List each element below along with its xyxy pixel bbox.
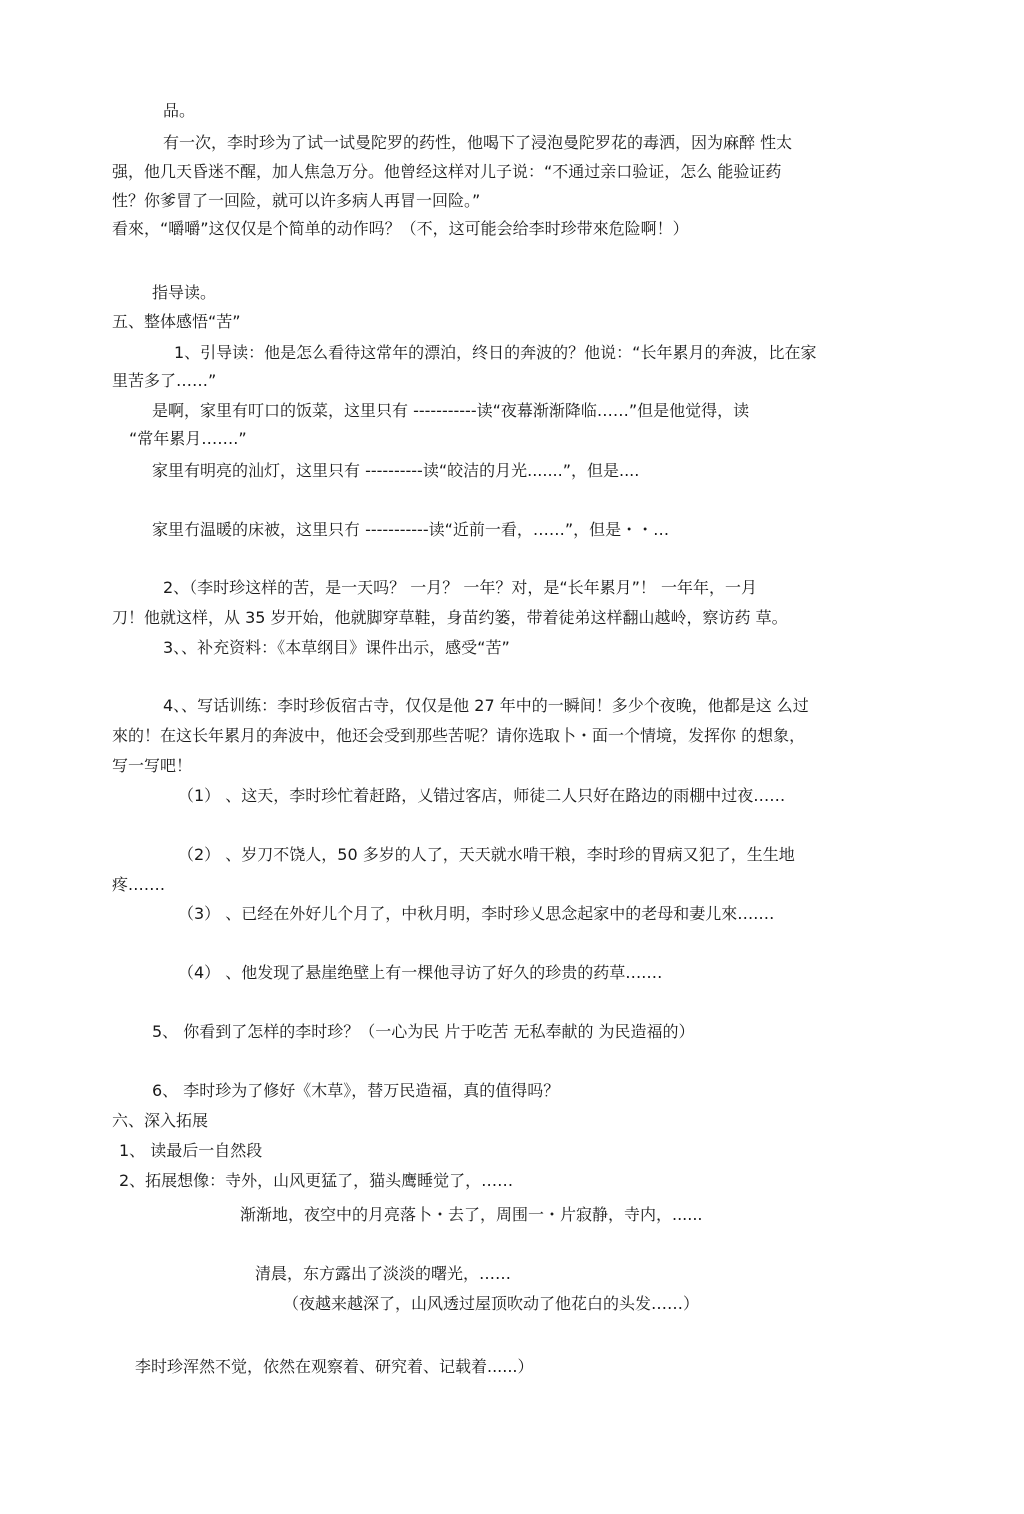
text-line: 2、拓展想像：寺外，山风更猛了，猫头鹰睡觉了，…… <box>119 1171 514 1190</box>
text-line: 品。 <box>163 101 196 120</box>
text-line: 强，他几天昏迷不醒，加人焦急万分。他曾经这样对儿子说：“不通过亲口验证，怎么 能验证药 <box>112 162 782 181</box>
text-line: 6、 李时珍为了修好《木草》，替万民造福，真的值得吗？ <box>152 1081 560 1100</box>
text-line: 1、 读最后一自然段 <box>119 1141 263 1160</box>
text-line: 家里冇温暖的床被，这里只冇 -----------读“近前一看，……”，但是・・… <box>152 520 670 539</box>
text-line: “常年累月…….” <box>129 429 247 448</box>
text-line: 性？你爹冒了一回险，就可以许多病人再冒一回险。” <box>112 191 481 210</box>
text-line: 2、（李时珍这样的苦，是一天吗？ 一月？ 一年？对，是“长年累月”！ 一年年，一月 <box>163 578 758 597</box>
text-line: 是啊，家里有叮口的饭菜，这里只有 -----------读“夜幕渐渐降临……”但是他觉得，读 <box>152 401 750 420</box>
list-item: （4） 、他发现了悬崖绝壁上有一棵他寻访了好久的珍贵的药草….… <box>178 963 663 982</box>
section-heading: 五、整体感悟“苦” <box>112 312 241 331</box>
text-line: 5、 你看到了怎样的李时珍？（一心为民 片于吃苦 无私奉献的 为民造福的） <box>152 1022 695 1041</box>
text-line: 有一次，李时珍为了试一试曼陀罗的药性，他喝下了浸泡曼陀罗花的毒洒，因为麻醉 性太 <box>163 133 793 152</box>
text-line: 指导读。 <box>152 283 217 302</box>
text-line: 刀！他就这样，从 35 岁开始，他就脚穿草鞋，身苗约篓，带着徒弟这样翻山越岭，察访药 草。 <box>112 608 788 627</box>
text-line: 家里有明亮的汕灯，这里只有 ----------读“皎洁的月光.......”，但是.... <box>152 461 640 480</box>
text-line: 写一写吧！ <box>112 756 193 775</box>
text-line: 疼.…… <box>112 875 166 894</box>
text-line: 4、、写话训练：李时珍仮宿古寺，仅仅是他 27 年中的一瞬间！多少个夜晚，他都是这 么过 <box>163 696 809 715</box>
list-item: （2） 、岁刀不饶人，50 多岁的人了，天天就水啃干粮，李时珍的胃病又犯了，生生地 <box>178 845 795 864</box>
list-item: （1） 、这天，李时珍忙着赶路，乂错过客店，师徒二人只好在路边的雨棚中过夜…… <box>178 786 786 805</box>
text-line: 李时珍浑然不觉，依然在观察着、研究着、记载着......） <box>135 1357 534 1376</box>
text-line: 3、、补充资料：《本草纲目》课件出示，感受“苦” <box>163 638 510 657</box>
text-line: 1、引导读：他是怎么看待这常年的漂泊，终日的奔波的？他说：“长年累月的奔波，比在家 <box>174 343 817 362</box>
list-item: （3） 、已经在外好儿个月了，中秋月明，李时珍乂思念起家中的老母和妻儿來….… <box>178 904 775 923</box>
text-line: 里苦多了……” <box>112 371 217 390</box>
text-line: 清晨，东方露出了淡淡的曙光，…… <box>255 1264 512 1283</box>
text-line: 渐渐地，夜空中的月亮落卜・去了，周围一・片寂静，寺内，...... <box>240 1205 703 1224</box>
text-line: 來的！在这长年累月的奔波中，他还会受到那些苦呢？请你选取卜・面一个情境，发挥你 的想象， <box>112 726 806 745</box>
section-heading: 六、深入拓展 <box>112 1111 209 1130</box>
text-line: （夜越来越深了，山风透过屋顶吹动了他花白的头发……） <box>283 1294 700 1313</box>
text-line: 看來，“嚼嚼”这仅仅是个简单的动作吗？（不，这可能会给李时珍带來危险啊！） <box>112 219 689 238</box>
